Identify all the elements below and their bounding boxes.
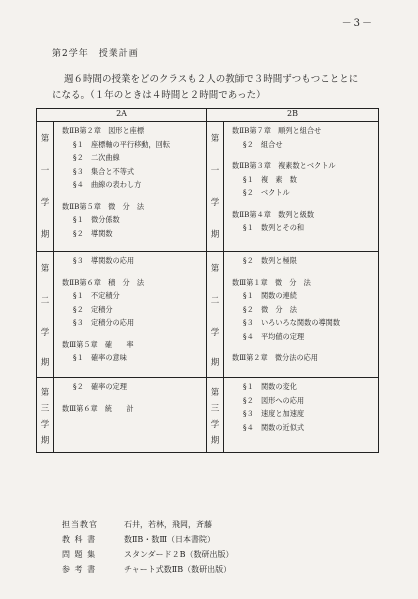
- table-header-row: [37, 109, 379, 122]
- term-label-char: 第: [210, 134, 220, 144]
- section-heading: 第2学年 授業計画: [52, 49, 139, 59]
- section-line: §２ ベクトル: [243, 188, 290, 197]
- term-label-char: 学: [40, 328, 50, 338]
- course-info-row: [62, 562, 234, 577]
- section-line: §２ 図形への応用: [243, 395, 305, 405]
- section-line: §１ 微分係数: [73, 215, 120, 224]
- spacer: [59, 194, 203, 202]
- term-label-char: 第: [40, 388, 50, 398]
- page-number: －3－: [341, 18, 374, 29]
- term-row: [37, 252, 379, 378]
- section-line: §１ 座標軸の平行移動，回転: [73, 139, 171, 149]
- course-info-key: 問 題 集: [62, 550, 97, 559]
- spacer: [59, 270, 203, 278]
- course-info-key: 担当教官: [62, 520, 98, 529]
- term-label: [207, 122, 224, 252]
- chapter-line: 数Ⅲ第５章 確 率: [62, 339, 134, 349]
- section-line: §３ 速度と加速度: [243, 409, 305, 418]
- term-label-char: 期: [40, 436, 50, 446]
- intro-line-2: になる。（１年のときは４時間と２時間であった）: [52, 90, 266, 101]
- class-2b-content: [224, 122, 379, 252]
- course-info-row: [62, 547, 234, 562]
- chapter-line: 数ⅡB第３章 複素数とベクトル: [232, 161, 336, 170]
- term-label-char: 期: [210, 230, 220, 240]
- section-line: §１ 数列とその和: [243, 223, 305, 232]
- section-line: §４ 平均値の定理: [243, 331, 305, 341]
- course-info-value: チャート式数ⅡB（数研出版）: [124, 565, 232, 574]
- spacer: [229, 345, 375, 353]
- section-line: §２ 確率の定理: [73, 382, 127, 391]
- term-label: [37, 252, 54, 378]
- intro-paragraph: [52, 72, 382, 104]
- course-info-value: スタンダード２B（数研出版）: [124, 550, 234, 559]
- section-line: §３ いろいろな関数の導関数: [243, 318, 341, 327]
- section-line: §２ 定積分: [73, 304, 113, 314]
- term-label-char: 二: [40, 296, 50, 306]
- term-label-char: 期: [40, 358, 50, 368]
- chapter-line: 数ⅡB第６章 積 分 法: [62, 277, 145, 287]
- term-label-char: 三: [210, 404, 220, 414]
- section-line: §４ 関数の近似式: [243, 422, 305, 432]
- term-label-char: 二: [210, 296, 220, 306]
- course-info-row: [62, 532, 234, 547]
- course-info-key: 教 科 書: [62, 535, 97, 544]
- lesson-plan-table: [36, 108, 379, 453]
- term-label: [207, 378, 224, 453]
- term-label: [37, 122, 54, 252]
- section-line: §１ 確率の意味: [73, 353, 127, 362]
- class-2a-content: [54, 122, 207, 252]
- section-line: §３ 集合と不等式: [73, 166, 135, 176]
- course-info: [62, 517, 234, 577]
- column-header-2a: 2A: [37, 109, 207, 122]
- section-line: §２ 数列と極限: [243, 256, 297, 265]
- chapter-line: 数Ⅲ第１章 微 分 法: [232, 277, 311, 287]
- term-row: [37, 122, 379, 252]
- term-label-char: 三: [40, 404, 50, 414]
- course-info-value: 数ⅡB・数Ⅲ（日本書院）: [124, 535, 216, 544]
- column-header-2b: 2B: [207, 109, 379, 122]
- chapter-line: 数ⅡB第７章 順列と組合せ: [232, 126, 322, 135]
- term-label: [207, 252, 224, 378]
- term-label-char: 第: [40, 134, 50, 144]
- spacer: [59, 332, 203, 340]
- class-2a-content: [54, 252, 207, 378]
- term-label-char: 学: [40, 420, 50, 430]
- class-2a-content: [54, 378, 207, 453]
- spacer: [59, 396, 203, 404]
- term-label-char: 一: [40, 166, 50, 176]
- spacer: [229, 153, 375, 161]
- term-label-char: 第: [40, 264, 50, 274]
- term-label-char: 一: [210, 166, 220, 176]
- section-line: §２ 二次曲線: [73, 153, 120, 162]
- section-line: §４ 曲線の表わし方: [73, 180, 142, 189]
- class-2b-content: [224, 378, 379, 453]
- section-line: §１ 複 素 数: [243, 174, 297, 184]
- section-line: §３ 導関数の応用: [73, 256, 135, 265]
- term-label-char: 期: [210, 358, 220, 368]
- section-line: §２ 微 分 法: [243, 304, 297, 314]
- term-row: [37, 378, 379, 453]
- term-label-char: 学: [210, 420, 220, 430]
- spacer: [229, 202, 375, 210]
- section-line: §１ 関数の連続: [243, 291, 297, 300]
- section-line: §３ 定積分の応用: [73, 318, 135, 327]
- spacer: [229, 270, 375, 278]
- chapter-line: 数Ⅲ第６章 統 計: [62, 403, 134, 413]
- term-label-char: 学: [210, 328, 220, 338]
- term-label-char: 学: [210, 198, 220, 208]
- section-line: §１ 関数の変化: [243, 382, 297, 391]
- chapter-line: 数ⅡB第４章 数列と級数: [232, 209, 315, 219]
- intro-line-1: 週６時間の授業をどのクラスも２人の教師で３時間ずつもつこととに: [64, 74, 359, 85]
- course-info-key: 参 考 書: [62, 565, 97, 574]
- section-line: §１ 不定積分: [73, 291, 120, 300]
- term-label-char: 期: [40, 230, 50, 240]
- term-label: [37, 378, 54, 453]
- chapter-line: 数ⅡB第５章 微 分 法: [62, 201, 145, 211]
- chapter-line: 数ⅡB第２章 図形と座標: [62, 126, 145, 135]
- course-info-row: [62, 517, 234, 532]
- term-label-char: 学: [40, 198, 50, 208]
- term-label-char: 期: [210, 436, 220, 446]
- section-line: §２ 組合せ: [243, 139, 283, 149]
- section-line: §２ 導関数: [73, 228, 113, 238]
- term-label-char: 第: [210, 388, 220, 398]
- term-label-char: 第: [210, 264, 220, 274]
- class-2b-content: [224, 252, 379, 378]
- chapter-line: 数Ⅲ第２章 微分法の応用: [232, 353, 318, 362]
- course-info-value: 石井，若林，飛岡，斉藤: [124, 520, 212, 529]
